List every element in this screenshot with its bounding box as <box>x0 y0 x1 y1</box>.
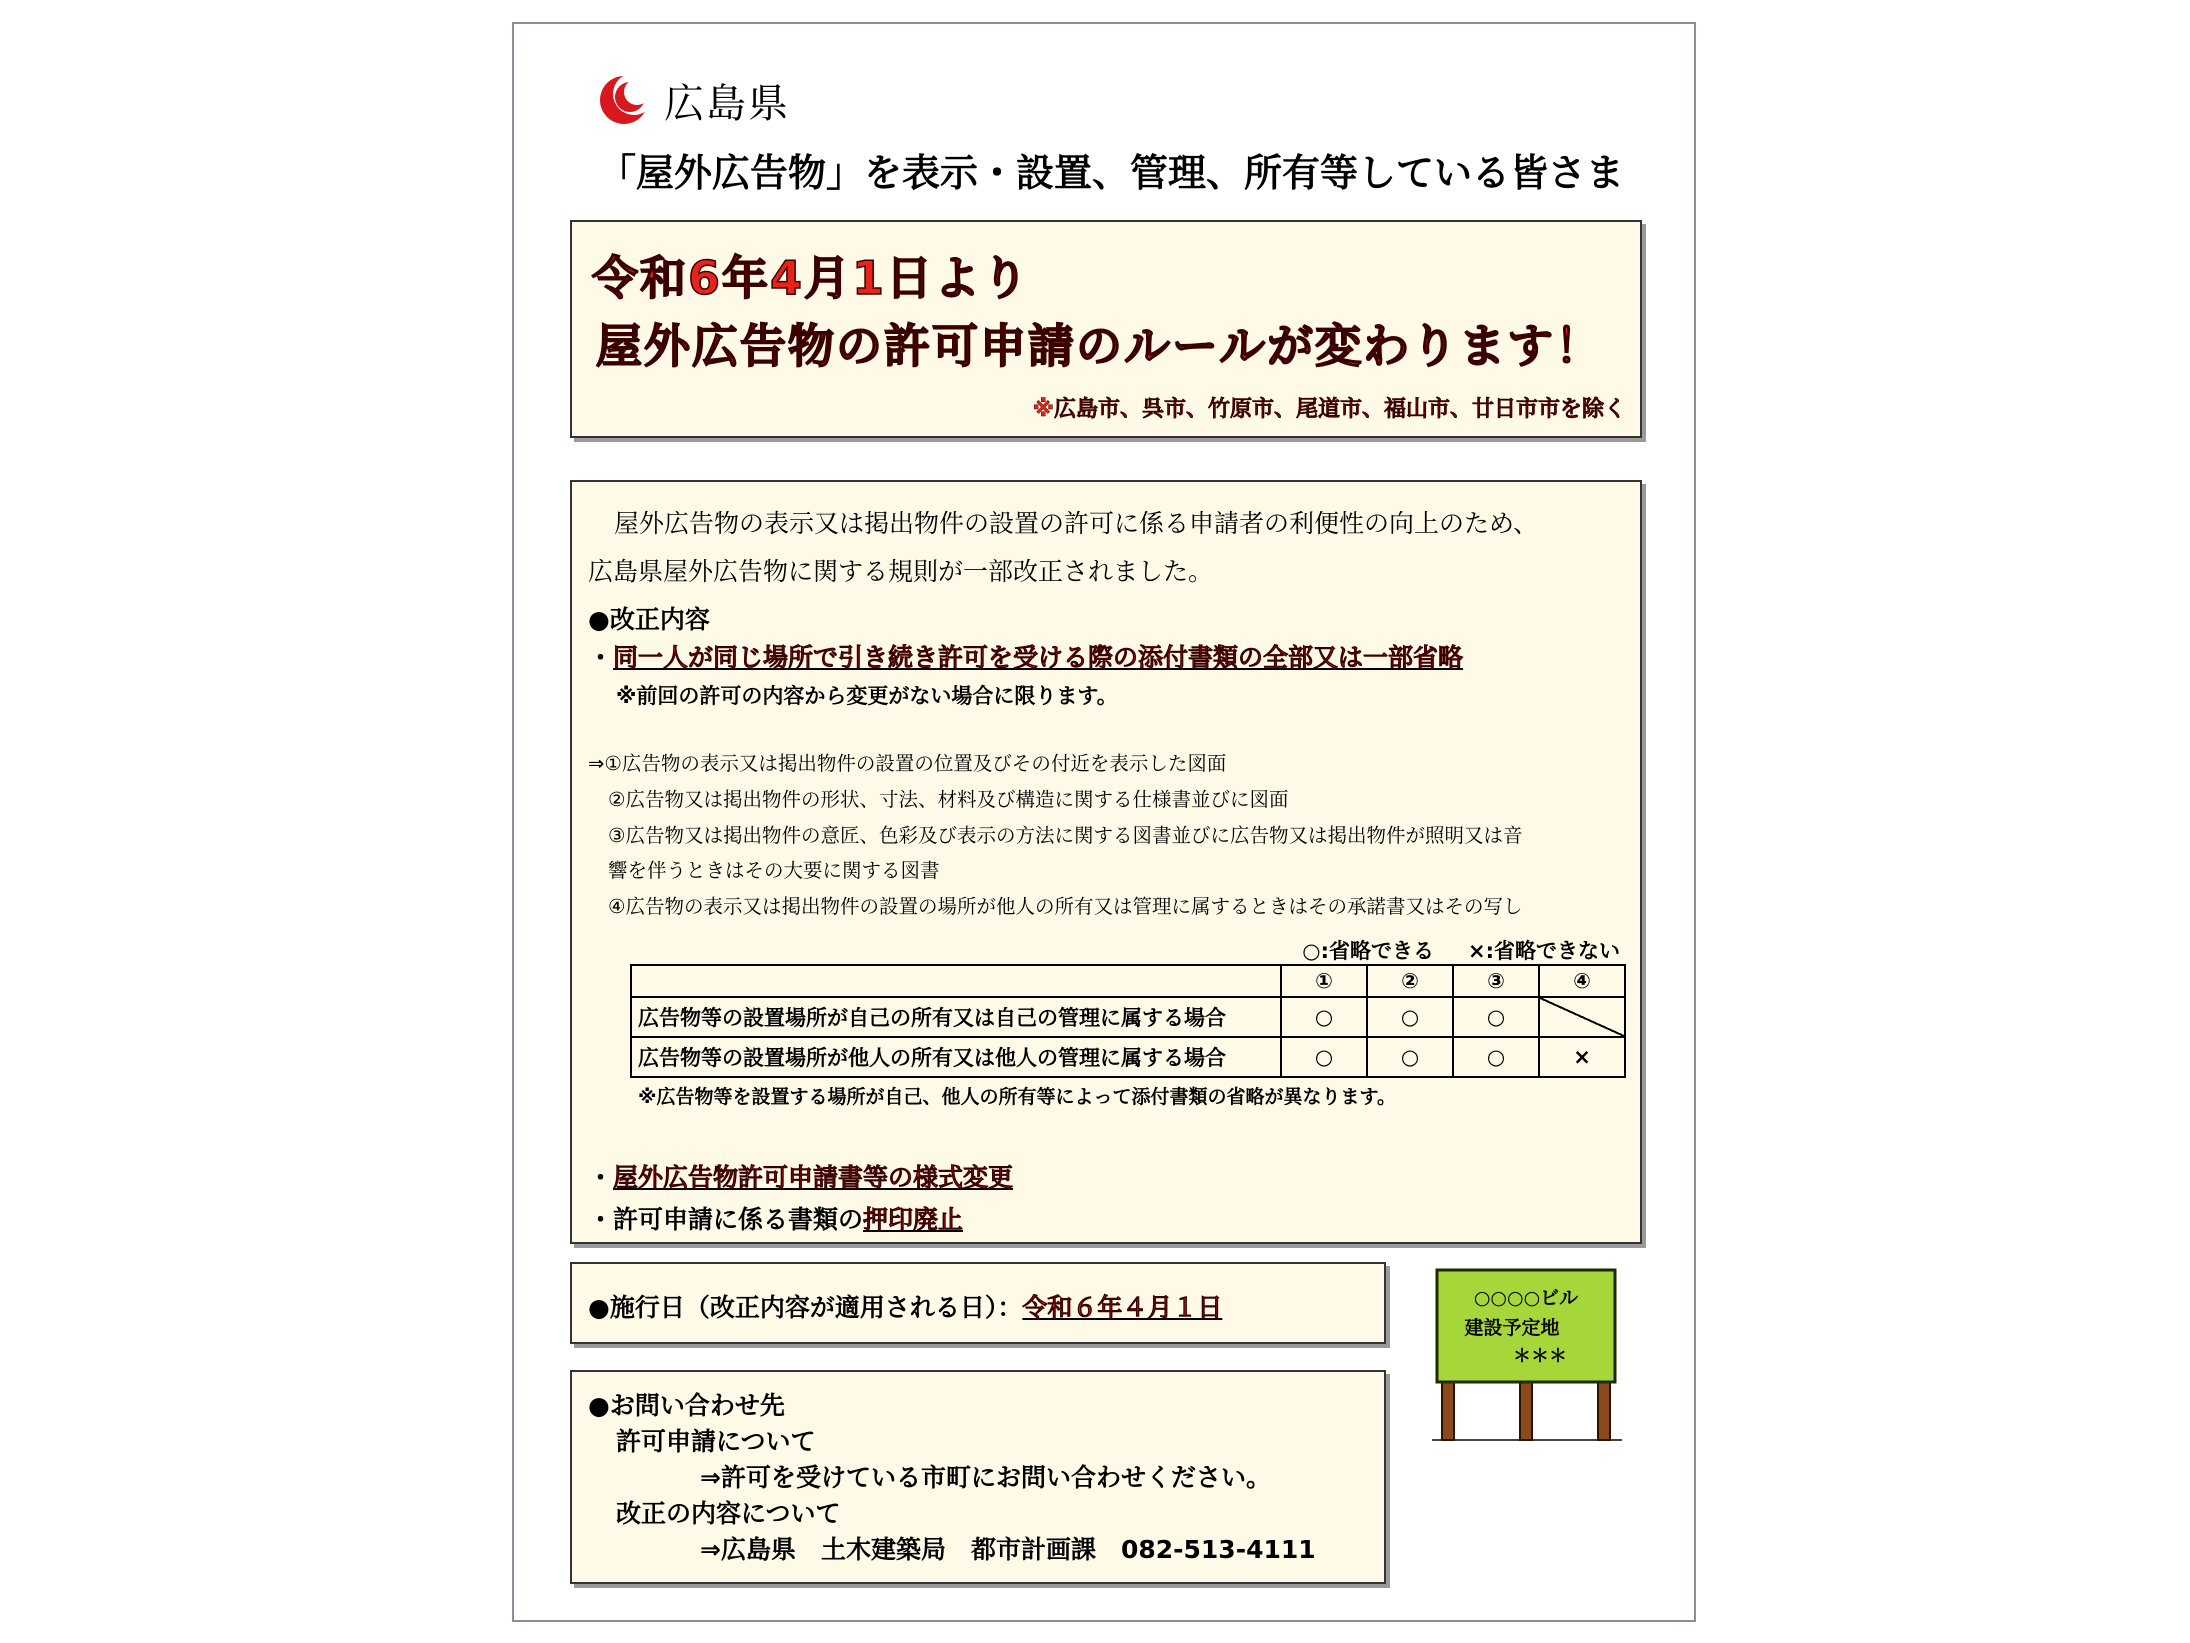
effective-date-label: ●施行日（改正内容が適用される日）： <box>588 1293 1023 1322</box>
table-cell: × <box>1539 1037 1625 1077</box>
contact-a1: ⇒許可を受けている市町にお問い合わせください。 <box>700 1463 1271 1492</box>
revision-item-2 <box>588 1158 1013 1194</box>
legend <box>1268 935 1620 965</box>
contact-a2: ⇒広島県 土木建築局 都市計画課 082-513-4111 <box>700 1535 1316 1564</box>
revision-item-2-text: 屋外広告物許可申請書等の様式変更 <box>613 1163 1014 1192</box>
page-subtitle: 「屋外広告物」を表示・設置、管理、所有等している皆さま <box>598 151 1625 195</box>
table-header-row <box>631 965 1625 997</box>
prefecture-name: 広島県 <box>664 80 790 127</box>
contact-box <box>570 1370 1386 1584</box>
contact-q1: 許可申請について <box>616 1427 816 1456</box>
doc-item-3: ③広告物又は掲出物件の意匠、色彩及び表示の方法に関する図書並びに広告物又は掲出物件が照明又は音 <box>608 824 1523 847</box>
table-cell: ○ <box>1281 1037 1367 1077</box>
effective-date-value: 令和６年４月１日 <box>1022 1293 1223 1322</box>
doc-item-4: ④広告物の表示又は掲出物件の設置の場所が他人の所有又は管理に属するときはその承諾書又はその写し <box>608 895 1523 918</box>
sign-line-3: ＊＊＊ <box>1513 1346 1567 1367</box>
table-cell: ○ <box>1281 997 1367 1037</box>
table-header-cell: ② <box>1367 965 1453 997</box>
table-cell: ○ <box>1453 997 1539 1037</box>
flyer-page <box>512 22 1696 1622</box>
revision-content-box <box>570 480 1642 1244</box>
bullet: ・ <box>588 1163 614 1192</box>
table-header-cell: ③ <box>1453 965 1539 997</box>
construction-sign-icon <box>1432 1268 1622 1448</box>
table-header-cell: ① <box>1281 965 1367 997</box>
legend-can: ○:省略できる <box>1302 939 1434 963</box>
table-note: ※広告物等を設置する場所が自己、他人の所有等によって添付書類の省略が異なります。 <box>638 1086 1396 1108</box>
sign-line-1: ○○○○ビル <box>1473 1287 1579 1309</box>
intro-line-2: 広島県屋外広告物に関する規則が一部改正されました。 <box>588 557 1214 586</box>
doc-item-3-cont: 響を伴うときはその大要に関する図書 <box>608 859 940 882</box>
revision-item-3-prefix: ・許可申請に係る書類の <box>588 1205 864 1234</box>
omission-table <box>630 964 1626 1078</box>
effective-date <box>588 1288 1222 1324</box>
construction-sign-illustration <box>1432 1268 1622 1448</box>
headline-box <box>570 220 1642 438</box>
table-row-label: 広告物等の設置場所が他人の所有又は他人の管理に属する場合 <box>631 1037 1281 1077</box>
prefecture-logo-icon <box>596 72 652 128</box>
table-corner-cell <box>631 965 1281 997</box>
section-title: ●改正内容 <box>588 605 710 634</box>
excluded-cities-note: ※広島市、呉市、竹原市、尾道市、福山市、廿日市市を除く <box>1032 397 1626 422</box>
table-cell: ○ <box>1453 1037 1539 1077</box>
bullet: ・ <box>588 643 614 672</box>
table-cell: ○ <box>1367 1037 1453 1077</box>
table-header-cell: ④ <box>1539 965 1625 997</box>
headline-main: 屋外広告物の許可申請のルールが変わります！ <box>596 319 1604 373</box>
headline-date: 令和6年4月1日より <box>592 251 1031 305</box>
doc-item-1: ⇒①広告物の表示又は掲出物件の設置の位置及びその付近を表示した図面 <box>588 752 1227 775</box>
table-row-label: 広告物等の設置場所が自己の所有又は自己の管理に属する場合 <box>631 997 1281 1037</box>
revision-item-1-text: 同一人が同じ場所で引き続き許可を受ける際の添付書類の全部又は一部省略 <box>613 643 1464 672</box>
sign-line-2: 建設予定地 <box>1464 1317 1560 1339</box>
contact-title: ●お問い合わせ先 <box>588 1391 785 1420</box>
doc-item-2: ②広告物又は掲出物件の形状、寸法、材料及び構造に関する仕様書並びに図面 <box>608 788 1289 811</box>
contact-q2: 改正の内容について <box>616 1499 841 1528</box>
table-row <box>631 997 1625 1037</box>
revision-item-1-note: ※前回の許可の内容から変更がない場合に限ります。 <box>616 684 1118 708</box>
revision-item-3 <box>588 1200 963 1236</box>
effective-date-box <box>570 1262 1386 1344</box>
header <box>596 68 790 132</box>
table-cell: ○ <box>1367 997 1453 1037</box>
table-cell-not-applicable <box>1539 997 1625 1037</box>
legend-cannot: ×:省略できない <box>1468 939 1620 963</box>
revision-item-3-highlight: 押印廃止 <box>863 1205 964 1234</box>
revision-item-1 <box>588 638 1463 674</box>
intro-line-1: 屋外広告物の表示又は掲出物件の設置の許可に係る申請者の利便性の向上のため、 <box>614 509 1539 538</box>
table-row <box>631 1037 1625 1077</box>
